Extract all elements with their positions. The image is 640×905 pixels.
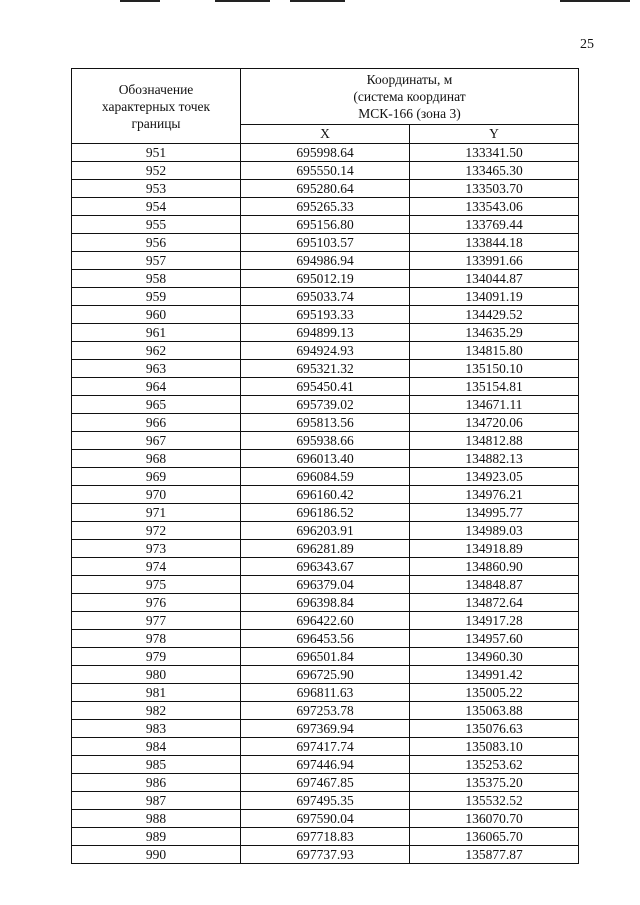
- table-row: [72, 468, 579, 486]
- x-coordinate-cell: 697369.94: [241, 720, 410, 738]
- x-coordinate-cell: 697417.74: [241, 738, 410, 756]
- table-row: [72, 666, 579, 684]
- x-coordinate-cell: 696453.56: [241, 630, 410, 648]
- table-row: [72, 450, 579, 468]
- x-coordinate-cell: 696281.89: [241, 540, 410, 558]
- point-number-cell: 973: [72, 540, 241, 558]
- coordinates-header: [241, 69, 579, 125]
- y-coordinate-cell: 133991.66: [410, 252, 579, 270]
- x-coordinate-cell: 696811.63: [241, 684, 410, 702]
- point-number-cell: 985: [72, 756, 241, 774]
- table-row: [72, 540, 579, 558]
- x-coordinate-cell: 696160.42: [241, 486, 410, 504]
- table-row: [72, 720, 579, 738]
- y-coordinate-cell: 133465.30: [410, 162, 579, 180]
- x-coordinate-cell: 697737.93: [241, 846, 410, 864]
- table-row: [72, 504, 579, 522]
- top-edge-marks: [0, 0, 640, 4]
- y-coordinate-cell: 133543.06: [410, 198, 579, 216]
- point-number-cell: 956: [72, 234, 241, 252]
- x-coordinate-cell: 695193.33: [241, 306, 410, 324]
- x-coordinate-cell: 695103.57: [241, 234, 410, 252]
- point-number-cell: 954: [72, 198, 241, 216]
- y-coordinate-cell: 135063.88: [410, 702, 579, 720]
- x-coordinate-cell: 695156.80: [241, 216, 410, 234]
- table-row: [72, 630, 579, 648]
- table-row: [72, 198, 579, 216]
- x-coordinate-cell: 695280.64: [241, 180, 410, 198]
- table-row: [72, 270, 579, 288]
- coords-zone: МСК-166 (зона 3): [358, 106, 461, 122]
- point-number-cell: 953: [72, 180, 241, 198]
- y-coordinate-cell: 133341.50: [410, 144, 579, 162]
- table-row: [72, 648, 579, 666]
- point-number-cell: 955: [72, 216, 241, 234]
- y-coordinate-cell: 136070.70: [410, 810, 579, 828]
- x-coordinate-cell: 696501.84: [241, 648, 410, 666]
- page-number: 25: [580, 37, 594, 52]
- point-number-cell: 983: [72, 720, 241, 738]
- table-row: [72, 522, 579, 540]
- y-coordinate-cell: 136065.70: [410, 828, 579, 846]
- point-number-cell: 967: [72, 432, 241, 450]
- y-coordinate-cell: 134995.77: [410, 504, 579, 522]
- x-coordinate-cell: 696186.52: [241, 504, 410, 522]
- table-row: [72, 684, 579, 702]
- table-row: [72, 594, 579, 612]
- point-number-cell: 990: [72, 846, 241, 864]
- y-coordinate-cell: 134860.90: [410, 558, 579, 576]
- table-row: [72, 414, 579, 432]
- point-number-cell: 968: [72, 450, 241, 468]
- point-number-cell: 978: [72, 630, 241, 648]
- y-coordinate-cell: 135154.81: [410, 378, 579, 396]
- point-number-cell: 975: [72, 576, 241, 594]
- table-row: [72, 144, 579, 162]
- x-coordinate-cell: 694986.94: [241, 252, 410, 270]
- y-coordinate-cell: 134957.60: [410, 630, 579, 648]
- x-coordinate-cell: 695450.41: [241, 378, 410, 396]
- y-column-header: Y: [410, 125, 579, 144]
- table-row: [72, 810, 579, 828]
- table-row: [72, 396, 579, 414]
- x-coordinate-cell: 695938.66: [241, 432, 410, 450]
- table-row: [72, 162, 579, 180]
- y-coordinate-cell: 134882.13: [410, 450, 579, 468]
- x-coordinate-cell: 695998.64: [241, 144, 410, 162]
- x-coordinate-cell: 695265.33: [241, 198, 410, 216]
- point-number-cell: 980: [72, 666, 241, 684]
- x-coordinate-cell: 696013.40: [241, 450, 410, 468]
- point-label-header: [72, 69, 241, 144]
- table-row: [72, 378, 579, 396]
- x-coordinate-cell: 697495.35: [241, 792, 410, 810]
- table-row: [72, 576, 579, 594]
- point-number-cell: 974: [72, 558, 241, 576]
- x-coordinate-cell: 696398.84: [241, 594, 410, 612]
- table-row: [72, 846, 579, 864]
- y-coordinate-cell: 135877.87: [410, 846, 579, 864]
- point-number-cell: 987: [72, 792, 241, 810]
- y-coordinate-cell: 134429.52: [410, 306, 579, 324]
- point-number-cell: 951: [72, 144, 241, 162]
- x-coordinate-cell: 695739.02: [241, 396, 410, 414]
- point-number-cell: 959: [72, 288, 241, 306]
- x-coordinate-cell: 696379.04: [241, 576, 410, 594]
- y-coordinate-cell: 135005.22: [410, 684, 579, 702]
- y-coordinate-cell: 134872.64: [410, 594, 579, 612]
- table-row: [72, 774, 579, 792]
- table-row: [72, 432, 579, 450]
- table-body: [72, 144, 579, 864]
- table-row: [72, 558, 579, 576]
- point-number-cell: 952: [72, 162, 241, 180]
- table-row: [72, 738, 579, 756]
- table-header: [72, 69, 579, 144]
- table-row: [72, 360, 579, 378]
- x-coordinate-cell: 694899.13: [241, 324, 410, 342]
- x-coordinate-cell: 696725.90: [241, 666, 410, 684]
- y-coordinate-cell: 135150.10: [410, 360, 579, 378]
- point-label-text: Обозначение характерных точек границы: [101, 81, 211, 131]
- y-coordinate-cell: 134720.06: [410, 414, 579, 432]
- table-row: [72, 792, 579, 810]
- y-coordinate-cell: 134991.42: [410, 666, 579, 684]
- point-number-cell: 970: [72, 486, 241, 504]
- x-coordinate-cell: 695012.19: [241, 270, 410, 288]
- point-number-cell: 969: [72, 468, 241, 486]
- y-coordinate-cell: 134091.19: [410, 288, 579, 306]
- coords-system: (система координат: [353, 89, 466, 105]
- y-coordinate-cell: 134815.80: [410, 342, 579, 360]
- point-number-cell: 957: [72, 252, 241, 270]
- point-number-cell: 966: [72, 414, 241, 432]
- y-coordinate-cell: 134917.28: [410, 612, 579, 630]
- table-row: [72, 612, 579, 630]
- x-coordinate-cell: 697718.83: [241, 828, 410, 846]
- y-coordinate-cell: 134976.21: [410, 486, 579, 504]
- x-coordinate-cell: 697446.94: [241, 756, 410, 774]
- point-number-cell: 979: [72, 648, 241, 666]
- y-coordinate-cell: 134812.88: [410, 432, 579, 450]
- x-coordinate-cell: 695550.14: [241, 162, 410, 180]
- coordinates-table: [71, 68, 579, 864]
- point-number-cell: 965: [72, 396, 241, 414]
- point-number-cell: 977: [72, 612, 241, 630]
- x-coordinate-cell: 694924.93: [241, 342, 410, 360]
- y-coordinate-cell: 134989.03: [410, 522, 579, 540]
- y-coordinate-cell: 133844.18: [410, 234, 579, 252]
- point-number-cell: 986: [72, 774, 241, 792]
- x-coordinate-cell: 695321.32: [241, 360, 410, 378]
- point-number-cell: 988: [72, 810, 241, 828]
- x-coordinate-cell: 696084.59: [241, 468, 410, 486]
- point-number-cell: 971: [72, 504, 241, 522]
- point-number-cell: 984: [72, 738, 241, 756]
- table-row: [72, 234, 579, 252]
- point-number-cell: 964: [72, 378, 241, 396]
- table-row: [72, 828, 579, 846]
- y-coordinate-cell: 135253.62: [410, 756, 579, 774]
- x-coordinate-cell: 695033.74: [241, 288, 410, 306]
- point-number-cell: 972: [72, 522, 241, 540]
- point-number-cell: 962: [72, 342, 241, 360]
- y-coordinate-cell: 133503.70: [410, 180, 579, 198]
- table-row: [72, 324, 579, 342]
- y-coordinate-cell: 134960.30: [410, 648, 579, 666]
- point-number-cell: 989: [72, 828, 241, 846]
- point-number-cell: 958: [72, 270, 241, 288]
- x-coordinate-cell: 695813.56: [241, 414, 410, 432]
- x-column-header: X: [241, 125, 410, 144]
- point-number-cell: 961: [72, 324, 241, 342]
- y-coordinate-cell: 134923.05: [410, 468, 579, 486]
- x-coordinate-cell: 697590.04: [241, 810, 410, 828]
- point-number-cell: 960: [72, 306, 241, 324]
- point-number-cell: 976: [72, 594, 241, 612]
- table-row: [72, 252, 579, 270]
- x-coordinate-cell: 696343.67: [241, 558, 410, 576]
- y-coordinate-cell: 134918.89: [410, 540, 579, 558]
- table-row: [72, 216, 579, 234]
- table-row: [72, 306, 579, 324]
- y-coordinate-cell: 134848.87: [410, 576, 579, 594]
- table-row: [72, 486, 579, 504]
- y-coordinate-cell: 134635.29: [410, 324, 579, 342]
- y-coordinate-cell: 133769.44: [410, 216, 579, 234]
- x-coordinate-cell: 697467.85: [241, 774, 410, 792]
- table-row: [72, 288, 579, 306]
- x-coordinate-cell: 696422.60: [241, 612, 410, 630]
- y-coordinate-cell: 135532.52: [410, 792, 579, 810]
- x-coordinate-cell: 697253.78: [241, 702, 410, 720]
- point-number-cell: 982: [72, 702, 241, 720]
- x-coordinate-cell: 696203.91: [241, 522, 410, 540]
- table-row: [72, 180, 579, 198]
- table-row: [72, 702, 579, 720]
- point-number-cell: 963: [72, 360, 241, 378]
- y-coordinate-cell: 135375.20: [410, 774, 579, 792]
- y-coordinate-cell: 134671.11: [410, 396, 579, 414]
- y-coordinate-cell: 135083.10: [410, 738, 579, 756]
- y-coordinate-cell: 135076.63: [410, 720, 579, 738]
- table-row: [72, 756, 579, 774]
- point-number-cell: 981: [72, 684, 241, 702]
- coords-title: Координаты, м: [366, 72, 453, 88]
- table-row: [72, 342, 579, 360]
- y-coordinate-cell: 134044.87: [410, 270, 579, 288]
